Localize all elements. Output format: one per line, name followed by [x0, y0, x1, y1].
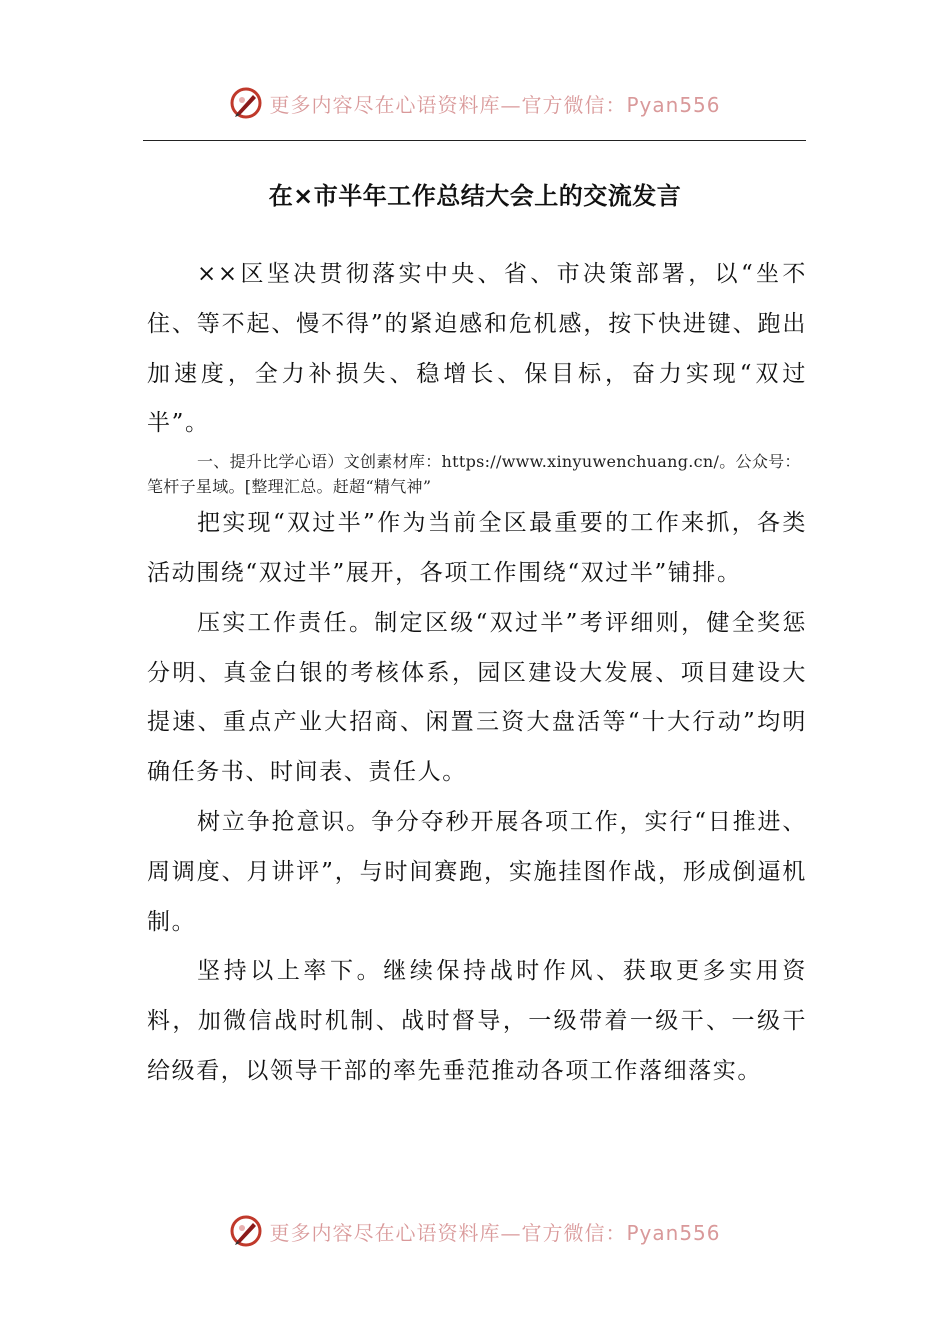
- paragraph-intro: ××区坚决贯彻落实中央、省、市决策部署，以“坐不住、等不起、慢不得”的紧迫感和危机感，按下快进键、跑出加速度，全力补损失、稳增长、保目标，奋力实现“双过半”。: [147, 261, 807, 437]
- wechat-id: Pyan556: [626, 92, 721, 117]
- paragraph-4: 树立争抢意识。争分夺秒开展各项工作，实行“日推进、周调度、月讲评”，与时间赛跑，实施挂图作战，形成倒逼机制。: [147, 808, 807, 935]
- banner-text: [269, 89, 720, 118]
- pen-logo-icon: [229, 1214, 263, 1248]
- header-banner: [0, 83, 950, 123]
- paragraph-note: 一、提升比学心语）文创素材库：https://www.xinyuwenchuang.cn/。公众号：笔杆子星域。[整理汇总。赶超“精气神”: [147, 452, 801, 497]
- banner-label: 更多内容尽在心语资料库—官方微信：: [269, 1220, 627, 1245]
- wechat-id: Pyan556: [626, 1220, 721, 1245]
- document-title: 在×市半年工作总结大会上的交流发言: [268, 182, 682, 210]
- footer-banner: [0, 1211, 950, 1251]
- paragraph-3: 压实工作责任。制定区级“双过半”考评细则，健全奖惩分明、真金白银的考核体系，园区建设大发展、项目建设大提速、重点产业大招商、闲置三资大盘活等“十大行动”均明确任务书、时间表、责任人。: [147, 609, 807, 786]
- paragraph-5: 坚持以上率下。继续保持战时作风、获取更多实用资料，加微信战时机制、战时督导，一级带着一级干、一级干给级看，以领导干部的率先垂范推动各项工作落细落实。: [147, 958, 807, 1084]
- pen-logo-icon: [229, 86, 263, 120]
- header-divider: [143, 140, 806, 141]
- banner-label: 更多内容尽在心语资料库—官方微信：: [269, 92, 627, 117]
- document-body: [147, 250, 807, 1097]
- banner-text: [269, 1217, 720, 1246]
- paragraph-2: 把实现“双过半”作为当前全区最重要的工作来抓，各类活动围绕“双过半”展开，各项工作围绕“双过半”铺排。: [147, 510, 807, 586]
